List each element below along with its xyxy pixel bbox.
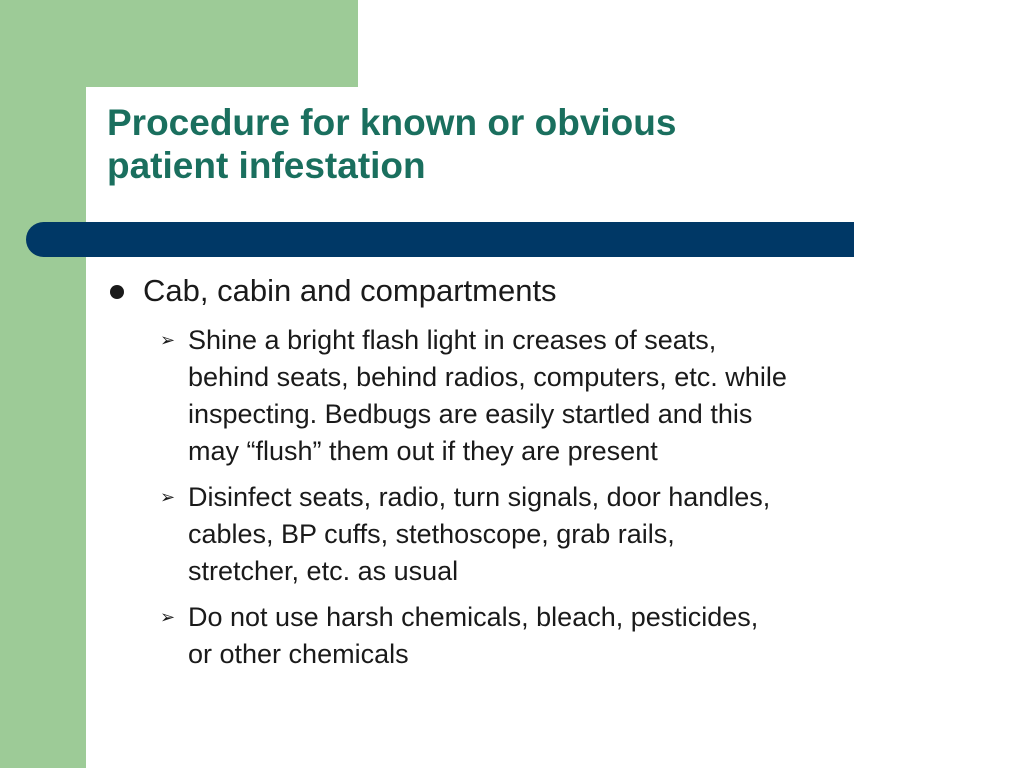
decorative-top-band (0, 0, 358, 87)
sub-bullet-line: Do not use harsh chemicals, bleach, pesticides, (188, 602, 759, 632)
bullet-dot-icon (110, 285, 124, 299)
arrow-bullet-icon: ➢ (160, 330, 176, 351)
sub-bullet-line: cables, BP cuffs, stethoscope, grab rails, (188, 519, 675, 549)
arrow-bullet-icon: ➢ (160, 487, 176, 508)
sub-bullet-line: or other chemicals (188, 639, 409, 669)
bullet-text: Cab, cabin and compartments (143, 273, 557, 308)
sub-bullet-list (105, 322, 985, 673)
title-divider-bar (26, 222, 854, 257)
slide-body (105, 272, 985, 682)
sub-bullet-line: may “flush” them out if they are present (188, 436, 658, 466)
arrow-bullet-icon: ➢ (160, 607, 176, 628)
sub-bullet-item (160, 322, 948, 470)
sub-bullet-item (160, 479, 948, 590)
slide-title-line: Procedure for known or obvious (107, 102, 677, 143)
sub-bullet-line: behind seats, behind radios, computers, etc. while (188, 362, 787, 392)
slide-title-line: patient infestation (107, 145, 426, 186)
sub-bullet-line: stretcher, etc. as usual (188, 556, 459, 586)
sub-bullet-line: Shine a bright flash light in creases of seats, (188, 325, 717, 355)
slide-title (107, 101, 987, 187)
decorative-left-band (0, 0, 86, 768)
sub-bullet-line: inspecting. Bedbugs are easily startled and this (188, 399, 753, 429)
sub-bullet-item (160, 599, 948, 673)
bullet-item (105, 272, 985, 310)
sub-bullet-line: Disinfect seats, radio, turn signals, door handles, (188, 482, 771, 512)
